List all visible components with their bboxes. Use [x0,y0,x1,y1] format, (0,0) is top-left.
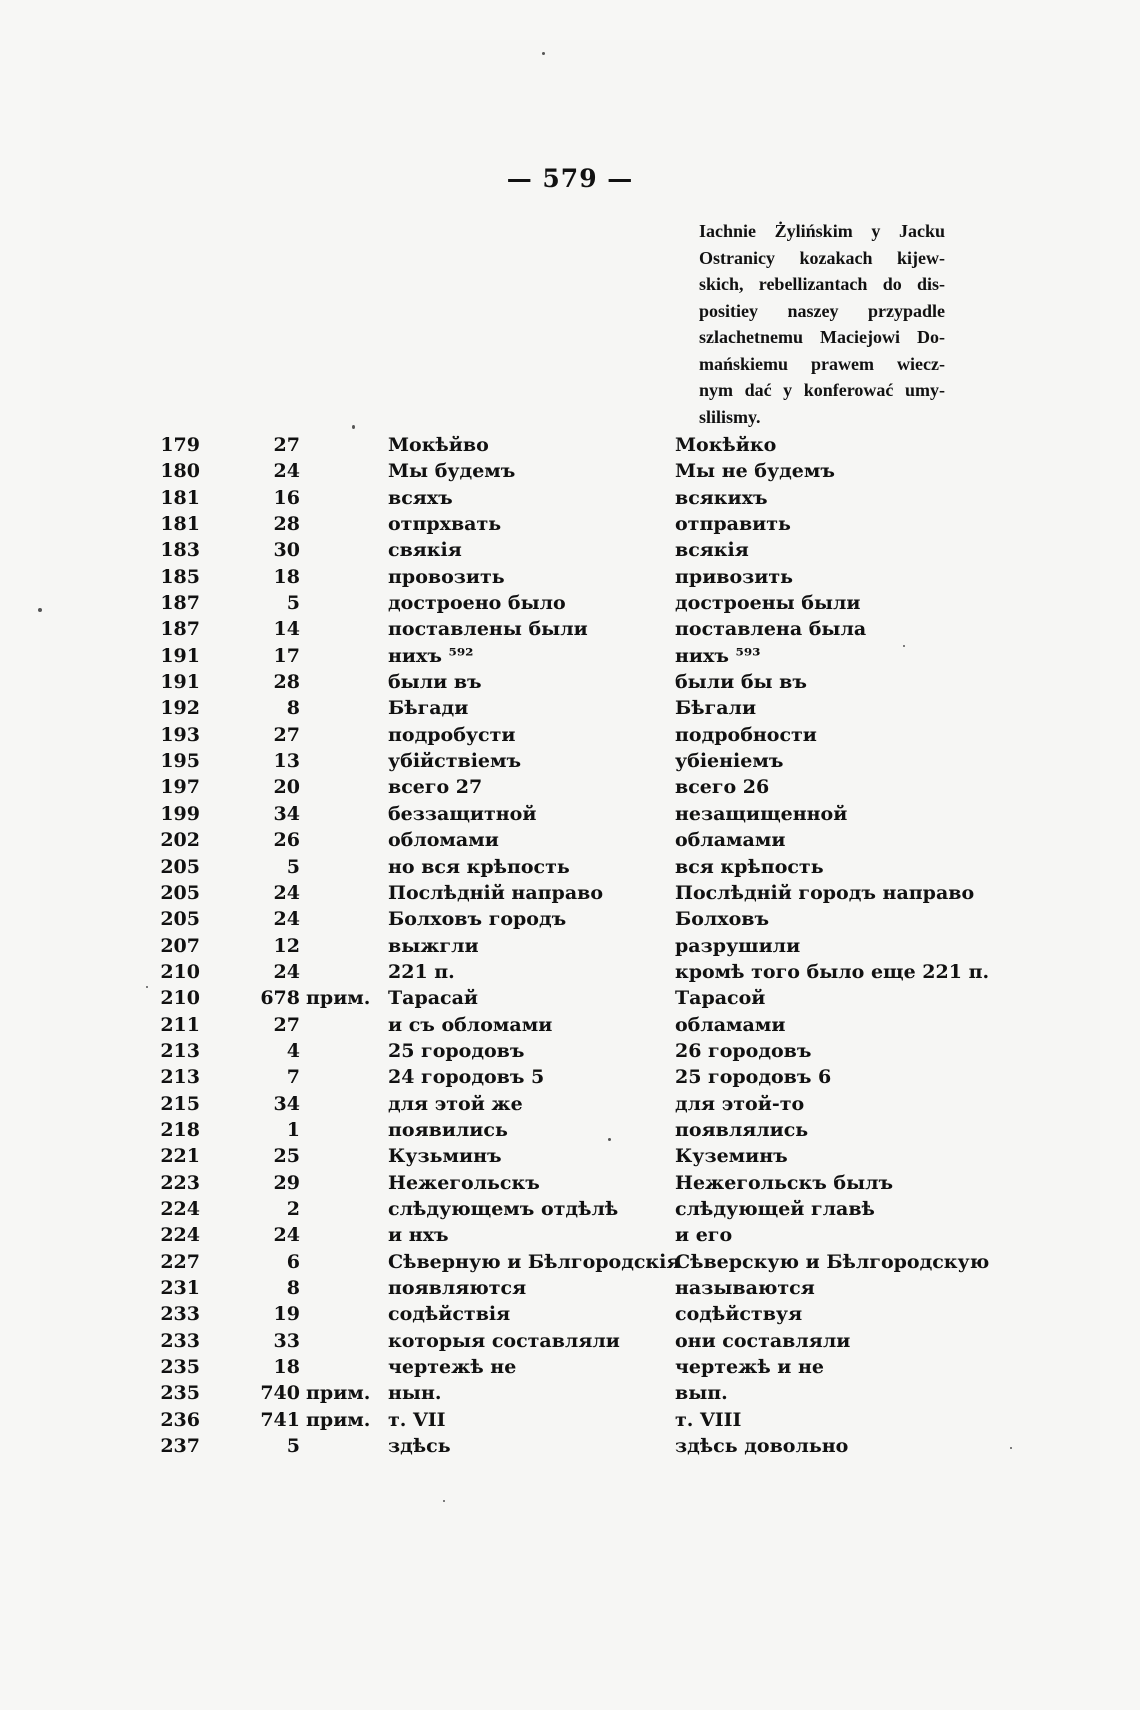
note-line: mańskiemu prawem wiecz- [699,353,945,374]
note-line: Ostranicy kozakach kijew- [699,247,945,268]
errata-printed: и нхъ [388,1224,449,1247]
errata-line: 5 [286,1435,300,1458]
errata-read: 26 городовъ [675,1039,812,1062]
errata-line: 27 [273,723,300,746]
errata-printed: достроено было [388,592,566,615]
scan-speck [352,425,355,429]
errata-page: 233 [160,1329,200,1352]
errata-read: подробности [675,723,817,746]
note-line: skich, rebellizantach do dis- [699,274,945,294]
errata-row [0,1380,1140,1406]
errata-line: 29 [273,1171,300,1194]
errata-printed: беззащитной [388,802,537,825]
errata-read: 25 городовъ 6 [675,1066,832,1089]
errata-page: 181 [160,513,200,536]
errata-page: 202 [160,829,200,852]
errata-line: 1 [286,1118,300,1141]
note-line: slilismy. [699,406,761,427]
errata-line: 4 [286,1039,300,1062]
errata-page: 221 [160,1145,200,1168]
errata-printed: Сѣверную и Бѣлгородскія [388,1250,681,1273]
errata-note: прим. [306,1382,371,1405]
errata-note: прим. [306,987,371,1010]
errata-row [0,511,1140,537]
errata-line: 26 [273,829,300,852]
errata-printed: для этой же [388,1092,523,1115]
scan-speck [1010,1447,1012,1449]
scan-speck [903,645,905,647]
errata-read: привозить [675,565,794,588]
errata-row [0,1407,1140,1433]
errata-printed: всяхъ [388,486,453,509]
errata-row [0,1196,1140,1222]
errata-read: Куземинъ [675,1145,788,1168]
errata-page: 197 [160,776,200,799]
errata-line: 28 [273,513,300,536]
errata-line: 18 [273,1356,300,1379]
errata-row [0,616,1140,642]
scan-speck [443,1500,445,1502]
errata-page: 218 [160,1118,200,1141]
errata-page: 227 [160,1250,200,1273]
errata-page: 224 [160,1197,200,1220]
errata-row [0,985,1140,1011]
errata-read: они составляли [675,1329,851,1352]
errata-line: 17 [273,644,300,667]
note-line: Iachnie Żylińskim y Jacku [699,221,945,241]
errata-printed: содѣйствія [388,1303,511,1326]
errata-row [0,643,1140,669]
errata-read: всего 26 [675,776,770,799]
errata-line: 5 [286,592,300,615]
errata-row [0,906,1140,932]
scan-speck [542,52,545,55]
errata-line: 14 [273,618,300,641]
errata-printed: Болховъ городъ [388,908,567,931]
errata-page: 191 [160,671,200,694]
errata-row [0,695,1140,721]
errata-line: 741 [260,1408,300,1431]
errata-line: 30 [273,539,300,562]
errata-printed: Послѣдній направо [388,881,604,904]
errata-line: 13 [273,750,300,773]
errata-row [0,801,1140,827]
errata-printed: Нежегольскъ [388,1171,540,1194]
errata-row [0,432,1140,458]
errata-page: 192 [160,697,200,720]
errata-page: 187 [160,592,200,615]
errata-printed: нын. [388,1382,442,1405]
errata-read: обламами [675,1013,786,1036]
errata-read: содѣйствуя [675,1303,803,1326]
errata-printed: поставлены были [388,618,588,641]
errata-read: убіеніемъ [675,750,784,773]
errata-page: 213 [160,1039,200,1062]
errata-line: 34 [273,1092,300,1115]
errata-row [0,1170,1140,1196]
errata-line: 740 [260,1382,300,1405]
errata-page: 205 [160,855,200,878]
errata-read: называются [675,1277,815,1299]
errata-printed: отпрхвать [388,513,502,536]
errata-line: 7 [286,1066,300,1089]
note-line: positiey naszey przypadle [699,300,945,321]
errata-page: 207 [160,934,200,957]
errata-read: Мы не будемъ [675,460,835,483]
errata-line: 34 [273,802,300,825]
errata-printed: т. VII [388,1408,446,1431]
errata-printed: здѣсь [388,1435,451,1458]
errata-row [0,564,1140,590]
errata-page: 224 [160,1224,200,1247]
errata-page: 187 [160,618,200,641]
errata-line: 2 [286,1197,300,1220]
errata-page: 235 [160,1356,200,1379]
errata-page: 205 [160,881,200,904]
errata-line: 25 [273,1145,300,1168]
errata-read: и его [675,1224,733,1247]
errata-page: 236 [160,1408,200,1431]
errata-row [0,748,1140,774]
errata-read: для этой-то [675,1092,805,1115]
errata-page: 237 [160,1435,200,1458]
errata-read: Сѣверскую и Бѣлгородскую [675,1250,990,1273]
errata-read: всякія [675,539,749,562]
errata-line: 12 [273,934,300,957]
errata-page: 211 [160,1013,200,1036]
errata-line: 27 [273,1013,300,1036]
errata-row [0,1249,1140,1275]
errata-printed: но вся крѣпость [388,855,570,878]
errata-page: 210 [160,960,200,983]
errata-row [0,669,1140,695]
errata-line: 18 [273,565,300,588]
errata-read: вся крѣпость [675,855,824,878]
note-block [699,218,945,430]
errata-line: 24 [273,460,300,483]
errata-read: вып. [675,1382,728,1405]
errata-line: 16 [273,486,300,509]
errata-page: 205 [160,908,200,931]
errata-read: чертежѣ и не [675,1356,825,1379]
errata-line: 5 [286,855,300,878]
errata-read: появлялись [675,1118,809,1141]
errata-read: разрушили [675,934,801,957]
errata-line: 27 [273,434,300,456]
errata-printed: выжгли [388,934,479,957]
errata-read: поставлена была [675,618,867,641]
errata-line: 24 [273,881,300,904]
errata-row [0,854,1140,880]
errata-printed: 24 городовъ 5 [388,1066,545,1089]
errata-printed: свякія [388,539,462,562]
errata-page: 233 [160,1303,200,1326]
errata-row [0,774,1140,800]
errata-line: 678 [260,987,300,1010]
errata-row [0,1038,1140,1064]
errata-row [0,1275,1140,1301]
errata-printed: Тарасай [388,987,479,1010]
errata-row [0,1064,1140,1090]
scan-speck [608,1138,611,1141]
errata-read: были бы въ [675,671,807,694]
errata-printed: нихъ ⁵⁹² [388,644,474,667]
errata-read: Тарасой [675,987,766,1010]
errata-printed: обломами [388,829,499,852]
errata-row [0,722,1140,748]
errata-line: 28 [273,671,300,694]
errata-line: 24 [273,1224,300,1247]
errata-printed: провозить [388,565,505,588]
errata-page: 185 [160,565,200,588]
errata-row [0,1012,1140,1038]
errata-read: Болховъ [675,908,770,931]
errata-row [0,1301,1140,1327]
errata-page: 223 [160,1171,200,1194]
errata-line: 33 [273,1329,300,1352]
errata-row [0,1222,1140,1248]
errata-row [0,537,1140,563]
errata-line: 20 [273,776,300,799]
errata-read: незащищенной [675,802,848,825]
errata-row [0,1433,1140,1459]
errata-row [0,590,1140,616]
errata-read: кромѣ того было еще 221 п. [675,960,990,983]
errata-row [0,1354,1140,1380]
errata-printed: слѣдующемъ отдѣлѣ [388,1197,619,1220]
errata-read: достроены были [675,592,861,615]
errata-read: отправить [675,513,791,536]
errata-page: 213 [160,1066,200,1089]
errata-read: здѣсь довольно [675,1435,849,1458]
errata-row [0,1143,1140,1169]
errata-line: 24 [273,908,300,931]
errata-page: 183 [160,539,200,562]
errata-line: 19 [273,1303,300,1326]
errata-row [0,1091,1140,1117]
errata-page: 199 [160,802,200,825]
errata-read: Послѣдній городъ направо [675,881,975,904]
errata-printed: убійствіемъ [388,750,522,773]
scan-speck [38,608,42,612]
errata-row [0,933,1140,959]
errata-printed: 221 п. [388,960,455,983]
errata-read: Мокѣйко [675,434,777,456]
errata-page: 179 [160,434,200,456]
errata-row [0,959,1140,985]
errata-printed: Кузьминъ [388,1145,502,1168]
errata-row [0,1117,1140,1143]
errata-read: обламами [675,829,786,852]
errata-page: 231 [160,1277,200,1299]
errata-page: 215 [160,1092,200,1115]
errata-read: Бѣгали [675,697,757,720]
errata-printed: Мы будемъ [388,460,516,483]
errata-table [0,432,1140,1459]
errata-note: прим. [306,1408,371,1431]
errata-printed: появляются [388,1277,527,1299]
errata-page: 195 [160,750,200,773]
errata-printed: которыя составляли [388,1329,620,1352]
errata-printed: Мокѣйво [388,434,489,456]
errata-row [0,458,1140,484]
errata-line: 8 [286,697,300,720]
errata-printed: 25 городовъ [388,1039,525,1062]
errata-printed: Бѣгади [388,697,469,720]
errata-printed: всего 27 [388,776,483,799]
errata-printed: были въ [388,671,482,694]
errata-line: 6 [286,1250,300,1273]
errata-printed: подробусти [388,723,516,746]
errata-page: 180 [160,460,200,483]
errata-row [0,827,1140,853]
errata-line: 24 [273,960,300,983]
errata-read: Нежегольскъ былъ [675,1171,894,1194]
errata-printed: чертежѣ не [388,1356,517,1379]
errata-row [0,1328,1140,1354]
errata-page: 210 [160,987,200,1010]
note-line: nym dać y konferować umy- [699,380,945,400]
errata-page: 193 [160,723,200,746]
errata-read: нихъ ⁵⁹³ [675,644,761,667]
errata-line: 8 [286,1277,300,1299]
errata-read: слѣдующей главѣ [675,1197,875,1220]
errata-printed: и съ обломами [388,1013,553,1036]
page-number: — 579 — [506,164,634,193]
note-line: szlachetnemu Maciejowi Do- [699,327,945,347]
errata-row [0,880,1140,906]
errata-read: всякихъ [675,486,768,509]
errata-printed: появились [388,1118,508,1141]
errata-read: т. VIII [675,1408,742,1431]
errata-page: 191 [160,644,200,667]
scan-speck [146,986,148,988]
errata-page: 235 [160,1382,200,1405]
errata-row [0,485,1140,511]
errata-page: 181 [160,486,200,509]
